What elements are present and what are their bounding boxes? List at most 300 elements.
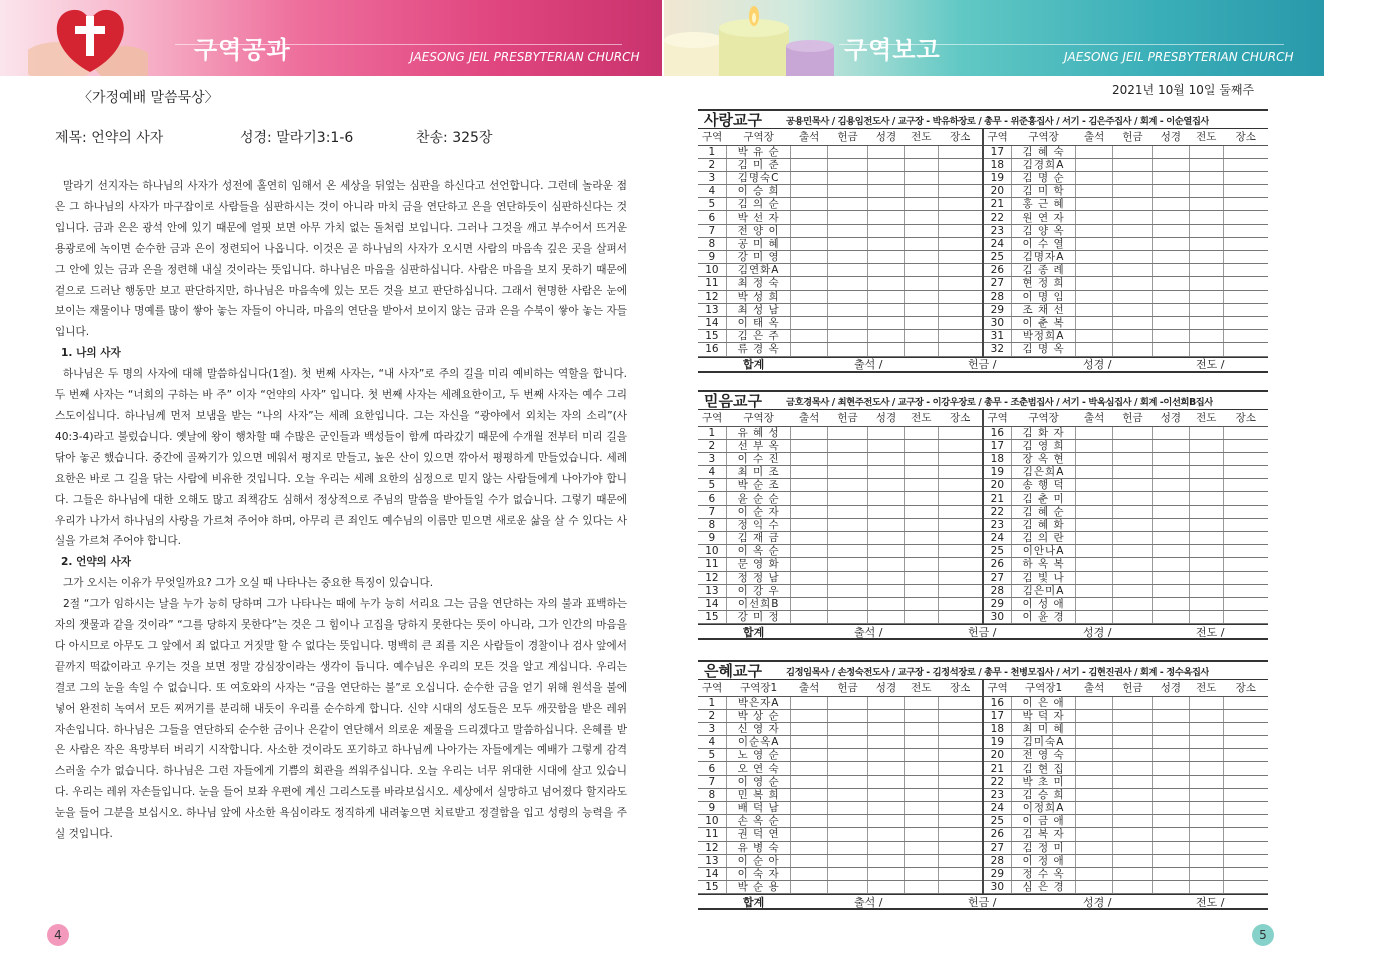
entry-cell[interactable]	[904, 518, 938, 531]
entry-cell[interactable]	[827, 343, 867, 356]
entry-cell[interactable]	[904, 788, 938, 801]
entry-cell[interactable]	[791, 611, 827, 624]
entry-cell[interactable]	[1112, 749, 1152, 762]
entry-cell[interactable]	[827, 736, 867, 749]
entry-cell[interactable]	[1076, 277, 1112, 290]
entry-cell[interactable]	[791, 558, 827, 571]
entry-cell[interactable]	[1223, 171, 1268, 184]
entry-cell[interactable]	[1112, 775, 1152, 788]
entry-cell[interactable]	[1112, 736, 1152, 749]
entry-cell[interactable]	[904, 545, 938, 558]
entry-cell[interactable]	[827, 439, 867, 452]
entry-cell[interactable]	[791, 532, 827, 545]
entry-cell[interactable]	[1112, 532, 1152, 545]
entry-cell[interactable]	[939, 303, 983, 316]
entry-cell[interactable]	[1112, 841, 1152, 854]
entry-cell[interactable]	[939, 788, 983, 801]
entry-cell[interactable]	[939, 198, 983, 211]
entry-cell[interactable]	[868, 492, 904, 505]
entry-cell[interactable]	[1112, 330, 1152, 343]
entry-cell[interactable]	[1223, 802, 1268, 815]
entry-cell[interactable]	[1189, 343, 1223, 356]
entry-cell[interactable]	[939, 343, 983, 356]
entry-cell[interactable]	[1076, 775, 1112, 788]
entry-cell[interactable]	[1223, 815, 1268, 828]
entry-cell[interactable]	[1153, 545, 1189, 558]
entry-cell[interactable]	[1153, 696, 1189, 709]
entry-cell[interactable]	[1189, 303, 1223, 316]
entry-cell[interactable]	[939, 597, 983, 610]
entry-cell[interactable]	[1223, 722, 1268, 735]
entry-cell[interactable]	[1189, 224, 1223, 237]
entry-cell[interactable]	[1076, 696, 1112, 709]
entry-cell[interactable]	[868, 788, 904, 801]
entry-cell[interactable]	[1223, 597, 1268, 610]
entry-cell[interactable]	[827, 558, 867, 571]
entry-cell[interactable]	[904, 867, 938, 880]
entry-cell[interactable]	[1112, 518, 1152, 531]
entry-cell[interactable]	[1076, 479, 1112, 492]
entry-cell[interactable]	[1189, 479, 1223, 492]
entry-cell[interactable]	[791, 303, 827, 316]
entry-cell[interactable]	[1189, 211, 1223, 224]
entry-cell[interactable]	[868, 224, 904, 237]
entry-cell[interactable]	[904, 584, 938, 597]
entry-cell[interactable]	[1076, 532, 1112, 545]
entry-cell[interactable]	[827, 775, 867, 788]
entry-cell[interactable]	[868, 828, 904, 841]
entry-cell[interactable]	[1076, 492, 1112, 505]
entry-cell[interactable]	[939, 558, 983, 571]
entry-cell[interactable]	[791, 881, 827, 894]
entry-cell[interactable]	[1153, 505, 1189, 518]
entry-cell[interactable]	[904, 290, 938, 303]
entry-cell[interactable]	[904, 251, 938, 264]
entry-cell[interactable]	[1153, 802, 1189, 815]
entry-cell[interactable]	[1153, 426, 1189, 439]
entry-cell[interactable]	[1189, 788, 1223, 801]
entry-cell[interactable]	[827, 802, 867, 815]
entry-cell[interactable]	[1189, 597, 1223, 610]
entry-cell[interactable]	[939, 736, 983, 749]
entry-cell[interactable]	[1153, 828, 1189, 841]
entry-cell[interactable]	[791, 264, 827, 277]
entry-cell[interactable]	[791, 343, 827, 356]
entry-cell[interactable]	[904, 264, 938, 277]
entry-cell[interactable]	[1223, 709, 1268, 722]
entry-cell[interactable]	[939, 426, 983, 439]
entry-cell[interactable]	[1189, 854, 1223, 867]
entry-cell[interactable]	[1223, 736, 1268, 749]
entry-cell[interactable]	[939, 277, 983, 290]
entry-cell[interactable]	[1076, 251, 1112, 264]
entry-cell[interactable]	[1153, 518, 1189, 531]
entry-cell[interactable]	[1223, 290, 1268, 303]
entry-cell[interactable]	[1223, 762, 1268, 775]
entry-cell[interactable]	[1189, 749, 1223, 762]
entry-cell[interactable]	[868, 466, 904, 479]
entry-cell[interactable]	[1223, 558, 1268, 571]
entry-cell[interactable]	[1112, 762, 1152, 775]
entry-cell[interactable]	[827, 722, 867, 735]
entry-cell[interactable]	[791, 145, 827, 158]
entry-cell[interactable]	[1076, 736, 1112, 749]
entry-cell[interactable]	[939, 841, 983, 854]
entry-cell[interactable]	[1076, 198, 1112, 211]
entry-cell[interactable]	[939, 571, 983, 584]
entry-cell[interactable]	[1112, 505, 1152, 518]
entry-cell[interactable]	[1189, 722, 1223, 735]
entry-cell[interactable]	[827, 479, 867, 492]
entry-cell[interactable]	[904, 158, 938, 171]
entry-cell[interactable]	[1189, 145, 1223, 158]
entry-cell[interactable]	[904, 237, 938, 250]
entry-cell[interactable]	[939, 722, 983, 735]
entry-cell[interactable]	[1223, 749, 1268, 762]
entry-cell[interactable]	[1153, 722, 1189, 735]
entry-cell[interactable]	[1223, 198, 1268, 211]
entry-cell[interactable]	[1153, 145, 1189, 158]
entry-cell[interactable]	[868, 290, 904, 303]
entry-cell[interactable]	[904, 841, 938, 854]
entry-cell[interactable]	[1153, 571, 1189, 584]
entry-cell[interactable]	[1112, 237, 1152, 250]
entry-cell[interactable]	[791, 749, 827, 762]
entry-cell[interactable]	[868, 303, 904, 316]
entry-cell[interactable]	[939, 532, 983, 545]
entry-cell[interactable]	[1076, 466, 1112, 479]
entry-cell[interactable]	[827, 466, 867, 479]
entry-cell[interactable]	[1112, 277, 1152, 290]
entry-cell[interactable]	[1189, 426, 1223, 439]
entry-cell[interactable]	[939, 762, 983, 775]
entry-cell[interactable]	[1189, 828, 1223, 841]
entry-cell[interactable]	[1153, 854, 1189, 867]
entry-cell[interactable]	[791, 452, 827, 465]
entry-cell[interactable]	[1112, 466, 1152, 479]
entry-cell[interactable]	[1189, 466, 1223, 479]
entry-cell[interactable]	[1189, 558, 1223, 571]
entry-cell[interactable]	[868, 439, 904, 452]
entry-cell[interactable]	[868, 867, 904, 880]
entry-cell[interactable]	[1153, 185, 1189, 198]
entry-cell[interactable]	[791, 211, 827, 224]
entry-cell[interactable]	[791, 492, 827, 505]
entry-cell[interactable]	[1076, 558, 1112, 571]
entry-cell[interactable]	[1189, 264, 1223, 277]
entry-cell[interactable]	[791, 841, 827, 854]
entry-cell[interactable]	[827, 828, 867, 841]
entry-cell[interactable]	[791, 466, 827, 479]
entry-cell[interactable]	[1153, 479, 1189, 492]
entry-cell[interactable]	[827, 251, 867, 264]
entry-cell[interactable]	[904, 343, 938, 356]
entry-cell[interactable]	[1112, 696, 1152, 709]
entry-cell[interactable]	[1189, 571, 1223, 584]
entry-cell[interactable]	[1223, 584, 1268, 597]
entry-cell[interactable]	[1189, 736, 1223, 749]
entry-cell[interactable]	[827, 571, 867, 584]
entry-cell[interactable]	[1076, 330, 1112, 343]
entry-cell[interactable]	[1076, 709, 1112, 722]
entry-cell[interactable]	[1153, 198, 1189, 211]
entry-cell[interactable]	[1153, 452, 1189, 465]
entry-cell[interactable]	[1223, 251, 1268, 264]
entry-cell[interactable]	[1189, 881, 1223, 894]
entry-cell[interactable]	[1112, 158, 1152, 171]
entry-cell[interactable]	[791, 788, 827, 801]
entry-cell[interactable]	[868, 532, 904, 545]
entry-cell[interactable]	[1112, 290, 1152, 303]
entry-cell[interactable]	[827, 762, 867, 775]
entry-cell[interactable]	[1223, 841, 1268, 854]
entry-cell[interactable]	[1076, 185, 1112, 198]
entry-cell[interactable]	[939, 224, 983, 237]
entry-cell[interactable]	[1076, 611, 1112, 624]
entry-cell[interactable]	[791, 426, 827, 439]
entry-cell[interactable]	[904, 316, 938, 329]
entry-cell[interactable]	[939, 466, 983, 479]
entry-cell[interactable]	[827, 492, 867, 505]
entry-cell[interactable]	[1223, 775, 1268, 788]
entry-cell[interactable]	[791, 505, 827, 518]
entry-cell[interactable]	[1223, 828, 1268, 841]
entry-cell[interactable]	[904, 185, 938, 198]
entry-cell[interactable]	[1076, 815, 1112, 828]
entry-cell[interactable]	[1189, 518, 1223, 531]
entry-cell[interactable]	[868, 505, 904, 518]
entry-cell[interactable]	[904, 198, 938, 211]
entry-cell[interactable]	[1153, 736, 1189, 749]
entry-cell[interactable]	[1153, 171, 1189, 184]
entry-cell[interactable]	[1189, 802, 1223, 815]
entry-cell[interactable]	[1153, 264, 1189, 277]
entry-cell[interactable]	[868, 775, 904, 788]
entry-cell[interactable]	[1153, 775, 1189, 788]
entry-cell[interactable]	[1076, 841, 1112, 854]
entry-cell[interactable]	[1223, 611, 1268, 624]
entry-cell[interactable]	[1076, 290, 1112, 303]
entry-cell[interactable]	[1112, 597, 1152, 610]
entry-cell[interactable]	[939, 171, 983, 184]
entry-cell[interactable]	[791, 185, 827, 198]
entry-cell[interactable]	[791, 736, 827, 749]
entry-cell[interactable]	[827, 611, 867, 624]
entry-cell[interactable]	[1189, 316, 1223, 329]
entry-cell[interactable]	[939, 290, 983, 303]
entry-cell[interactable]	[791, 854, 827, 867]
entry-cell[interactable]	[1112, 545, 1152, 558]
entry-cell[interactable]	[1112, 198, 1152, 211]
entry-cell[interactable]	[827, 696, 867, 709]
entry-cell[interactable]	[904, 171, 938, 184]
entry-cell[interactable]	[868, 854, 904, 867]
entry-cell[interactable]	[827, 749, 867, 762]
entry-cell[interactable]	[1153, 558, 1189, 571]
entry-cell[interactable]	[939, 867, 983, 880]
entry-cell[interactable]	[939, 264, 983, 277]
entry-cell[interactable]	[868, 597, 904, 610]
entry-cell[interactable]	[1189, 185, 1223, 198]
entry-cell[interactable]	[868, 198, 904, 211]
entry-cell[interactable]	[791, 545, 827, 558]
entry-cell[interactable]	[868, 736, 904, 749]
entry-cell[interactable]	[1076, 303, 1112, 316]
entry-cell[interactable]	[939, 854, 983, 867]
entry-cell[interactable]	[904, 426, 938, 439]
entry-cell[interactable]	[791, 518, 827, 531]
entry-cell[interactable]	[904, 815, 938, 828]
entry-cell[interactable]	[939, 158, 983, 171]
entry-cell[interactable]	[939, 145, 983, 158]
entry-cell[interactable]	[1223, 452, 1268, 465]
entry-cell[interactable]	[1189, 452, 1223, 465]
entry-cell[interactable]	[1223, 158, 1268, 171]
entry-cell[interactable]	[827, 867, 867, 880]
entry-cell[interactable]	[939, 775, 983, 788]
entry-cell[interactable]	[1076, 211, 1112, 224]
entry-cell[interactable]	[904, 762, 938, 775]
entry-cell[interactable]	[791, 828, 827, 841]
entry-cell[interactable]	[868, 211, 904, 224]
entry-cell[interactable]	[868, 881, 904, 894]
entry-cell[interactable]	[791, 439, 827, 452]
entry-cell[interactable]	[827, 597, 867, 610]
entry-cell[interactable]	[904, 145, 938, 158]
entry-cell[interactable]	[1112, 709, 1152, 722]
entry-cell[interactable]	[791, 316, 827, 329]
entry-cell[interactable]	[868, 815, 904, 828]
entry-cell[interactable]	[1223, 211, 1268, 224]
entry-cell[interactable]	[1189, 237, 1223, 250]
entry-cell[interactable]	[868, 611, 904, 624]
entry-cell[interactable]	[1153, 867, 1189, 880]
entry-cell[interactable]	[827, 303, 867, 316]
entry-cell[interactable]	[1223, 788, 1268, 801]
entry-cell[interactable]	[1153, 709, 1189, 722]
entry-cell[interactable]	[1153, 211, 1189, 224]
entry-cell[interactable]	[827, 264, 867, 277]
entry-cell[interactable]	[939, 185, 983, 198]
entry-cell[interactable]	[939, 881, 983, 894]
entry-cell[interactable]	[1153, 492, 1189, 505]
entry-cell[interactable]	[827, 171, 867, 184]
entry-cell[interactable]	[1076, 145, 1112, 158]
entry-cell[interactable]	[1223, 237, 1268, 250]
entry-cell[interactable]	[1153, 597, 1189, 610]
entry-cell[interactable]	[1153, 330, 1189, 343]
entry-cell[interactable]	[827, 854, 867, 867]
entry-cell[interactable]	[827, 277, 867, 290]
entry-cell[interactable]	[904, 492, 938, 505]
entry-cell[interactable]	[868, 171, 904, 184]
entry-cell[interactable]	[1189, 841, 1223, 854]
entry-cell[interactable]	[827, 185, 867, 198]
entry-cell[interactable]	[1189, 439, 1223, 452]
entry-cell[interactable]	[1112, 211, 1152, 224]
entry-cell[interactable]	[1112, 426, 1152, 439]
entry-cell[interactable]	[868, 584, 904, 597]
entry-cell[interactable]	[1076, 343, 1112, 356]
entry-cell[interactable]	[868, 762, 904, 775]
entry-cell[interactable]	[827, 584, 867, 597]
entry-cell[interactable]	[1153, 881, 1189, 894]
entry-cell[interactable]	[868, 722, 904, 735]
entry-cell[interactable]	[791, 237, 827, 250]
entry-cell[interactable]	[1076, 518, 1112, 531]
entry-cell[interactable]	[1189, 867, 1223, 880]
entry-cell[interactable]	[939, 545, 983, 558]
entry-cell[interactable]	[868, 277, 904, 290]
entry-cell[interactable]	[939, 518, 983, 531]
entry-cell[interactable]	[791, 251, 827, 264]
entry-cell[interactable]	[939, 439, 983, 452]
entry-cell[interactable]	[1112, 815, 1152, 828]
entry-cell[interactable]	[868, 749, 904, 762]
entry-cell[interactable]	[1076, 545, 1112, 558]
entry-cell[interactable]	[904, 775, 938, 788]
entry-cell[interactable]	[1153, 237, 1189, 250]
entry-cell[interactable]	[1153, 841, 1189, 854]
entry-cell[interactable]	[827, 881, 867, 894]
entry-cell[interactable]	[868, 343, 904, 356]
entry-cell[interactable]	[1153, 532, 1189, 545]
entry-cell[interactable]	[791, 198, 827, 211]
entry-cell[interactable]	[904, 828, 938, 841]
entry-cell[interactable]	[1076, 597, 1112, 610]
entry-cell[interactable]	[1189, 198, 1223, 211]
entry-cell[interactable]	[827, 316, 867, 329]
entry-cell[interactable]	[1189, 545, 1223, 558]
entry-cell[interactable]	[1189, 709, 1223, 722]
entry-cell[interactable]	[1076, 722, 1112, 735]
entry-cell[interactable]	[939, 492, 983, 505]
entry-cell[interactable]	[904, 479, 938, 492]
entry-cell[interactable]	[791, 277, 827, 290]
entry-cell[interactable]	[868, 696, 904, 709]
entry-cell[interactable]	[1189, 775, 1223, 788]
entry-cell[interactable]	[904, 597, 938, 610]
entry-cell[interactable]	[1112, 251, 1152, 264]
entry-cell[interactable]	[791, 597, 827, 610]
entry-cell[interactable]	[827, 290, 867, 303]
entry-cell[interactable]	[904, 749, 938, 762]
entry-cell[interactable]	[939, 211, 983, 224]
entry-cell[interactable]	[1153, 762, 1189, 775]
entry-cell[interactable]	[904, 722, 938, 735]
entry-cell[interactable]	[1223, 479, 1268, 492]
entry-cell[interactable]	[904, 709, 938, 722]
entry-cell[interactable]	[827, 841, 867, 854]
entry-cell[interactable]	[1153, 749, 1189, 762]
entry-cell[interactable]	[791, 762, 827, 775]
entry-cell[interactable]	[904, 696, 938, 709]
entry-cell[interactable]	[939, 316, 983, 329]
entry-cell[interactable]	[904, 505, 938, 518]
entry-cell[interactable]	[827, 198, 867, 211]
entry-cell[interactable]	[1153, 466, 1189, 479]
entry-cell[interactable]	[904, 881, 938, 894]
entry-cell[interactable]	[791, 867, 827, 880]
entry-cell[interactable]	[1223, 330, 1268, 343]
entry-cell[interactable]	[904, 466, 938, 479]
entry-cell[interactable]	[1076, 867, 1112, 880]
entry-cell[interactable]	[1112, 802, 1152, 815]
entry-cell[interactable]	[1153, 815, 1189, 828]
entry-cell[interactable]	[1076, 571, 1112, 584]
entry-cell[interactable]	[868, 185, 904, 198]
entry-cell[interactable]	[868, 545, 904, 558]
